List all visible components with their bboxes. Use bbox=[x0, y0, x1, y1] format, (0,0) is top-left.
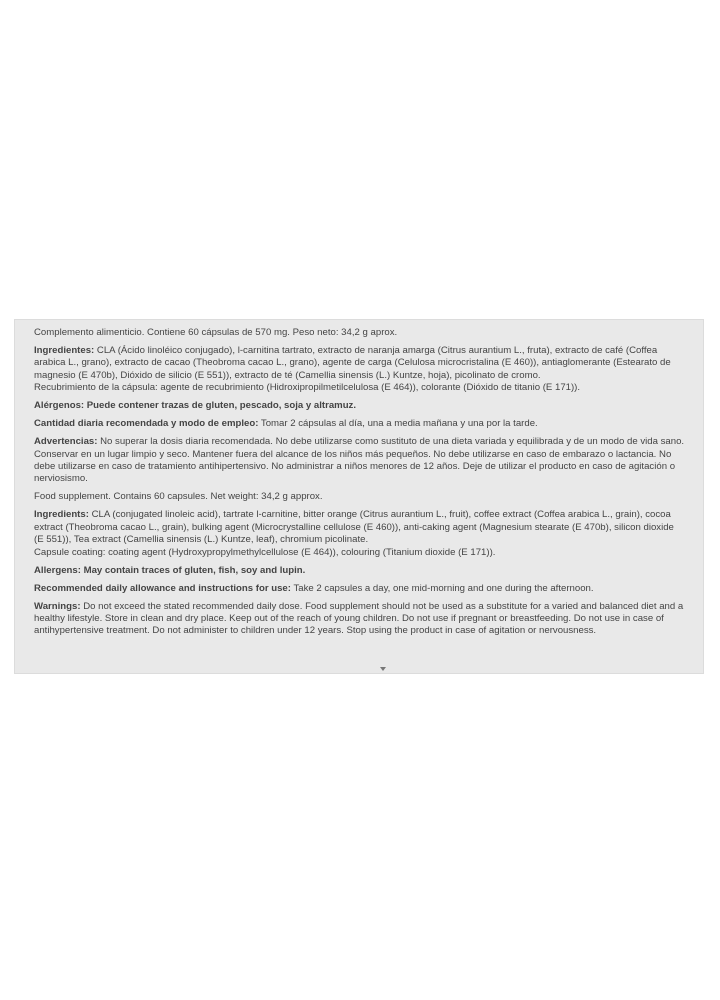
en-ingredients bbox=[34, 509, 685, 559]
es-ingredients-text: CLA (Ácido linoléico conjugado), l-carnitina tartrato, extracto de naranja amarga (Citrus aurantium L., fruta), extracto de café (Coffea arabica L., grano), extracto de cacao (Theobroma cacao L., grano), agente de carga (Celulosa microcristalina (E 460)), antiaglomerante (Estearato de magnesio (E 470b), Dióxido de silicio (E 551)), extracto de té (Camellia sinensis (L.) Kuntze, hoja), picolinato de cromo. bbox=[34, 345, 671, 381]
es-dosage bbox=[34, 418, 685, 430]
es-intro: Complemento alimenticio. Contiene 60 cápsulas de 570 mg. Peso neto: 34,2 g aprox. bbox=[34, 327, 398, 338]
es-dosage-text: Tomar 2 cápsulas al día, una a media mañana y una por la tarde. bbox=[258, 418, 538, 430]
en-dosage-text: Take 2 capsules a day, one mid-morning and one during the afternoon. bbox=[290, 582, 594, 594]
es-capsule-coating: Recubrimiento de la cápsula: agente de recubrimiento (Hidroxipropilmetilcelulosa (E 464)), colorante (Dióxido de titanio (E 171)). bbox=[34, 382, 581, 394]
es-ingredients bbox=[34, 345, 685, 395]
es-warnings-heading: Advertencias: bbox=[34, 436, 98, 448]
en-dosage bbox=[34, 583, 685, 595]
en-ingredients-heading: Ingredients: bbox=[34, 509, 89, 521]
triangle-mark-icon bbox=[380, 667, 386, 671]
es-ingredients-heading: Ingredientes: bbox=[34, 345, 95, 356]
en-allergens: Allergens: May contain traces of gluten, fish, soy and lupin. bbox=[34, 564, 306, 576]
en-intro: Food supplement. Contains 60 capsules. Net weight: 34,2 g approx. bbox=[34, 491, 323, 503]
en-warnings bbox=[34, 601, 685, 638]
en-dosage-heading: Recommended daily allowance and instructions for use: bbox=[34, 582, 291, 594]
es-allergens: Alérgenos: Puede contener trazas de gluten, pescado, soja y altramuz. bbox=[34, 400, 357, 412]
es-warnings-text: No superar la dosis diaria recomendada. No debe utilizarse como sustituto de una dieta variada y equilibrada y de un modo de vida sano. Conservar en un lugar limpio y seco. Mantener fuera del alcance de los niños más pequeños. No debe utilizarse en caso de embarazo o lactancia. No debe utilizarse en caso de tratamiento antihipertensivo. No administrar a niños menores de 12 años. Deje de utilizar el producto en caso de agitación o nerviosismo. bbox=[34, 436, 685, 485]
en-capsule-coating: Capsule coating: coating agent (Hydroxypropylmethylcellulose (E 464)), colouring (Titanium dioxide (E 171)). bbox=[34, 546, 496, 558]
en-warnings-heading: Warnings: bbox=[34, 600, 81, 612]
product-label-panel bbox=[14, 319, 704, 674]
es-dosage-heading: Cantidad diaria recomendada y modo de empleo: bbox=[34, 418, 259, 430]
es-warnings bbox=[34, 436, 685, 486]
en-warnings-text: Do not exceed the stated recommended daily dose. Food supplement should not be used as a substitute for a varied and balanced diet and a healthy lifestyle. Store in clean and dry place. Keep out of the reach of young children. Do not use if pregnant or breastfeeding. Do not use in case of antihypertensive treatment. Do not administer to children under 12 years. Stop using the product in case of agitation or nervousness. bbox=[34, 600, 684, 637]
en-ingredients-text: CLA (conjugated linoleic acid), tartrate l-carnitine, bitter orange (Citrus aurantium L., fruit), coffee extract (Coffea arabica L., grain), cocoa extract (Theobroma cacao L., grain), bulking agent (Microcrystalline cellulose (E 460)), anti-caking agent (Magnesium stearate (E 470b), silicon dioxide (E 551)), Tea extract (Camellia sinensis (L.) Kuntze, leaf), chromium picolinate. bbox=[34, 509, 674, 546]
